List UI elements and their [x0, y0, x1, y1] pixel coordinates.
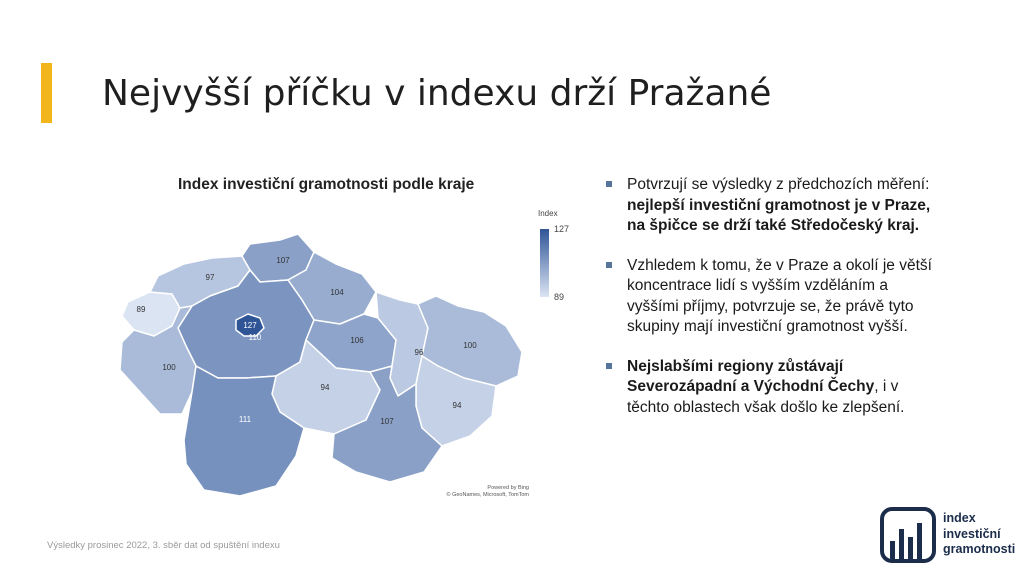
region-label-karlovarsky: 89 [136, 305, 146, 314]
logo-line: investiční [943, 526, 1001, 541]
title-accent-bar [41, 63, 52, 123]
bullet-item [606, 256, 936, 338]
footnote: Výsledky prosinec 2022, 3. sběr dat od spuštění indexu [47, 540, 280, 551]
logo-line: gramotnosti [943, 542, 1016, 556]
legend-color-scale [540, 229, 549, 297]
region-label-olomoucky: 96 [414, 348, 424, 357]
slide-title: Nejvyšší příčku v indexu drží Pražané [102, 73, 772, 114]
bullet-marker [606, 181, 612, 187]
attribution-copyright: © GeoNames, Microsoft, TomTom [446, 492, 529, 498]
region-label-plzensky: 100 [162, 363, 176, 372]
region-label-jihocesky: 111 [238, 415, 252, 424]
region-label-pardubicky: 106 [350, 336, 364, 345]
bullet-text: Potvrzují se výsledky z předchozích měření: [627, 176, 930, 193]
bullet-text: Vzhledem k tomu, že v Praze a okolí je větší koncentrace lidí s vyšším vzděláním a vyššími příjmy, potvrzuje se, že právě tyto skupiny mají investiční gramotnost vyšší. [627, 256, 932, 335]
region-label-kralovehradecky: 104 [330, 288, 344, 297]
logo-wordmark [943, 511, 1015, 558]
region-label-jihomoravsky: 107 [380, 417, 394, 426]
logo-line: index [943, 511, 976, 525]
attribution-powered: Powered by Bing [487, 485, 529, 491]
legend-min: 89 [554, 292, 565, 302]
bullet-list [606, 175, 936, 437]
chart-title: Index investiční gramotnosti podle kraje [178, 176, 475, 193]
bullet-text: nejlepší investiční gramotnost je v Praze, na špičce se drží také Středočeský kraj. [627, 196, 931, 234]
region-label-zlinsky: 94 [452, 401, 462, 410]
region-label-moravskoslezsky: 100 [463, 341, 477, 350]
bullet-text: , i v těchto oblastech však došlo ke zlepšení. [627, 378, 905, 416]
region-label-ustecky: 97 [205, 273, 215, 282]
legend-title: Index [538, 209, 558, 218]
bullet-marker [606, 363, 612, 369]
bullet-marker [606, 262, 612, 268]
map-attribution [441, 485, 529, 499]
region-label-praha: 127 [243, 321, 257, 330]
bullet-text: Nejslabšími regiony zůstávají Severozápadní a Východní Čechy [627, 357, 875, 395]
logo-icon [880, 507, 936, 563]
region-label-vysocina: 94 [320, 383, 330, 392]
legend-max: 127 [554, 224, 570, 234]
region-label-liberecky: 107 [276, 256, 290, 265]
region-label-stredocesky: 110 [248, 333, 262, 342]
bullet-item [606, 357, 936, 419]
region-map [100, 200, 540, 500]
bullet-item [606, 175, 936, 237]
